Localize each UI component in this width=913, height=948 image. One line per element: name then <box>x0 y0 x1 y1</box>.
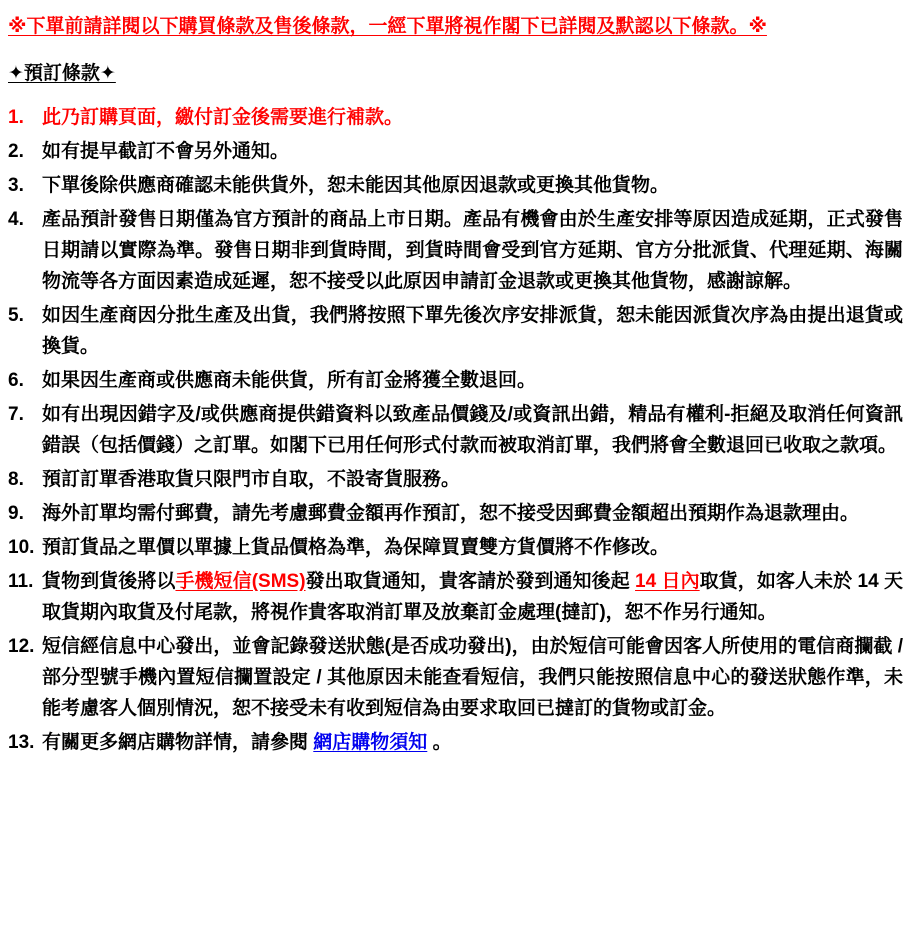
term-number: 6. <box>8 370 24 391</box>
term-segment: 手機短信(SMS) <box>175 571 306 592</box>
term-segment: 。 <box>427 732 452 753</box>
term-segment: 發出取貨通知，貴客請於發到通知後起 <box>305 571 636 592</box>
term-number: 3. <box>8 175 24 196</box>
term-text <box>42 365 903 396</box>
term-text <box>42 300 903 362</box>
term-segment: 海外訂單均需付郵費，請先考慮郵費金額再作預訂，恕不接受因郵費金額超出預期作為退款理由。 <box>42 503 860 524</box>
term-item <box>8 170 903 201</box>
term-segment: 如有提早截訂不會另外通知。 <box>42 141 290 162</box>
term-text <box>42 498 903 529</box>
term-text <box>42 532 903 563</box>
term-text <box>42 566 903 628</box>
term-segment: 如有出現因錯字及/或供應商提供錯資料以致產品價錢及/或資訊出錯，精品有權利-拒絕及取消任何資訊錯誤（包括價錢）之訂單。如閣下已用任何形式付款而被取消訂單，我們將會全數退回已收取之款項。 <box>42 404 903 456</box>
term-item <box>8 300 903 362</box>
term-number: 12. <box>8 636 35 657</box>
section-heading-preorder-terms: ✦預訂條款✦ <box>8 63 116 84</box>
term-number: 5. <box>8 305 24 326</box>
terms-list <box>8 102 903 758</box>
term-number: 1. <box>8 107 24 128</box>
term-segment: 貨物到貨後將以 <box>42 571 176 592</box>
term-segment: 有關更多網店購物詳情，請參閱 <box>42 732 314 753</box>
term-segment: 下單後除供應商確認未能供貨外，恕未能因其他原因退款或更換其他貨物。 <box>42 175 670 196</box>
term-number: 4. <box>8 209 24 230</box>
term-item <box>8 204 903 297</box>
term-item <box>8 399 903 461</box>
page-title: ※下單前請詳閱以下購買條款及售後條款，一經下單將視作閣下已詳閱及默認以下條款。※ <box>8 16 767 37</box>
term-text <box>42 727 903 758</box>
term-text <box>42 631 903 724</box>
term-segment: 產品預計發售日期僅為官方預計的商品上市日期。產品有機會由於生產安排等原因造成延期，正式發售日期請以實際為準。發售日期非到貨時間，到貨時間會受到官方延期、官方分批派貨、代理延期、海關物流等各方面因素造成延遲，恕不接受以此原因申請訂金退款或更換其他貨物，感謝諒解。 <box>42 209 903 292</box>
term-number: 10. <box>8 537 35 558</box>
term-segment: 預訂貨品之單價以單據上貨品價格為準，為保障買賣雙方貨價將不作修改。 <box>42 537 670 558</box>
term-item <box>8 365 903 396</box>
terms-document <box>8 12 903 758</box>
term-number: 9. <box>8 503 24 524</box>
term-segment: 預訂訂單香港取貨只限門市自取，不設寄貨服務。 <box>42 469 461 490</box>
term-number: 7. <box>8 404 24 425</box>
term-text <box>42 464 903 495</box>
term-text <box>42 399 903 461</box>
store-shopping-guide-link[interactable]: 網店購物須知 <box>313 732 428 753</box>
term-segment: 如果因生產商或供應商未能供貨，所有訂金將獲全數退回。 <box>42 370 537 391</box>
term-item <box>8 727 903 758</box>
term-segment: 此乃訂購頁面，繳付訂金後需要進行補款。 <box>42 107 404 128</box>
term-text <box>42 204 903 297</box>
term-number: 2. <box>8 141 24 162</box>
term-text <box>42 136 903 167</box>
term-segment: 14 日內 <box>635 571 700 592</box>
term-text <box>42 170 903 201</box>
term-item <box>8 566 903 628</box>
term-item <box>8 532 903 563</box>
term-number: 8. <box>8 469 24 490</box>
term-text <box>42 102 903 133</box>
term-number: 13. <box>8 732 35 753</box>
term-item <box>8 631 903 724</box>
term-segment: 短信經信息中心發出，並會記錄發送狀態(是否成功發出)，由於短信可能會因客人所使用的電信商攔截 / 部分型號手機內置短信攔置設定 / 其他原因未能查看短信，我們只能按照信息中心的發送狀態作準，未能考慮客人個別情況，恕不接受未有收到短信為由要求取回已撻訂的貨物或訂金。 <box>42 636 903 719</box>
term-segment: 如因生產商因分批生產及出貨，我們將按照下單先後次序安排派貨，恕未能因派貨次序為由提出退貨或換貨。 <box>42 305 903 357</box>
term-item <box>8 464 903 495</box>
term-item <box>8 498 903 529</box>
term-number: 11. <box>8 571 34 592</box>
term-item <box>8 136 903 167</box>
term-segment: 取貨，如客人未於 14 天取貨期內取貨及付尾款，將視作貴客取消訂單及放棄訂金處理(撻訂)，恕不作另行通知。 <box>42 571 903 623</box>
term-item <box>8 102 903 133</box>
